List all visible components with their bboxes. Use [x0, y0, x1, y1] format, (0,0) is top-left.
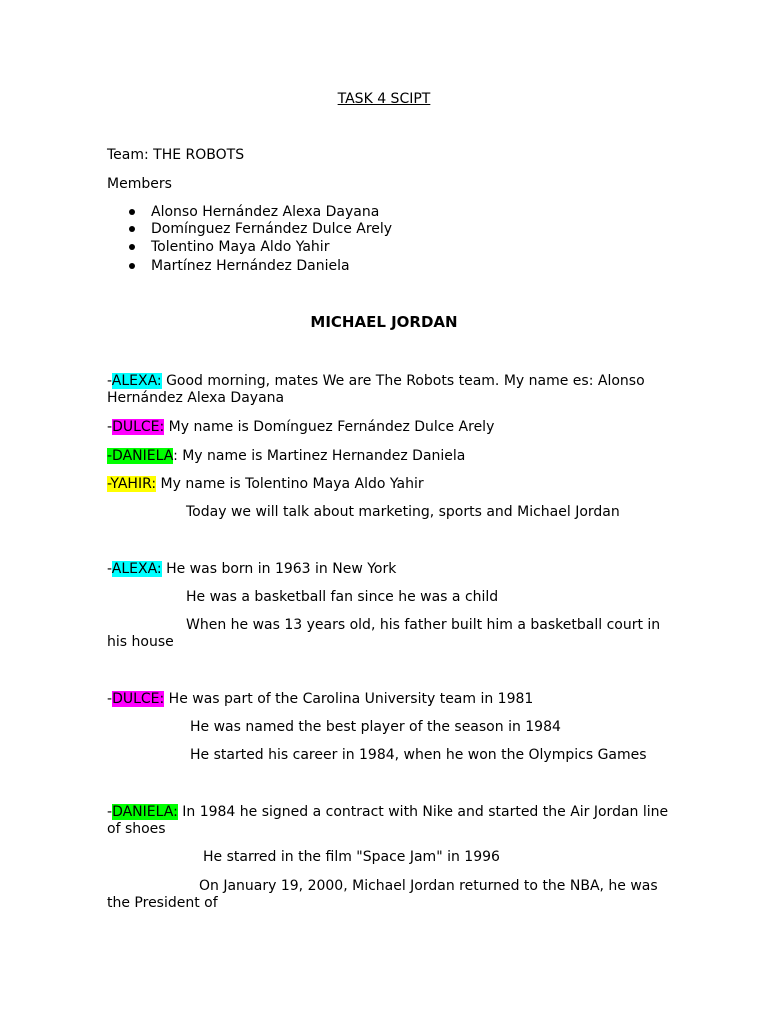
- member-item: Martínez Hernández Daniela: [151, 258, 350, 274]
- document-title: TASK 4 SCIPT: [337, 91, 431, 107]
- dash: -: [107, 804, 113, 820]
- script-line: his house: [107, 634, 174, 650]
- script-line-daniela-intro: [107, 448, 465, 465]
- dash: -: [107, 419, 113, 435]
- dash: -: [107, 373, 112, 389]
- script-line-intro-follow: Today we will talk about marketing, sports and Michael Jordan: [186, 504, 620, 520]
- script-line-yahir-intro: [107, 476, 424, 493]
- script-line-dulce: [107, 691, 533, 708]
- bullet-icon: [129, 209, 135, 215]
- line-text: He was part of the Carolina University team in 1981: [164, 691, 534, 707]
- member-item: Tolentino Maya Aldo Yahir: [151, 239, 330, 255]
- speaker-daniela: -DANIELA: [107, 448, 174, 464]
- speaker-yahir: -YAHIR:: [107, 476, 157, 492]
- bullet-icon: [129, 263, 135, 269]
- line-text: My name is Domínguez Fernández Dulce Arely: [164, 419, 495, 435]
- script-line: He started his career in 1984, when he won the Olympics Games: [190, 747, 647, 763]
- script-line-alexa: [107, 561, 396, 578]
- script-line-daniela: [107, 804, 668, 821]
- script-line: He was named the best player of the season in 1984: [190, 719, 561, 735]
- speaker-alexa: ALEXA:: [111, 561, 162, 577]
- script-line: When he was 13 years old, his father built him a basketball court in: [186, 617, 661, 633]
- script-line: He was a basketball fan since he was a child: [186, 589, 499, 605]
- script-line-alexa-intro: [107, 373, 667, 407]
- script-line: He starred in the film "Space Jam" in 1996: [203, 849, 500, 865]
- section-heading: MICHAEL JORDAN: [310, 313, 458, 331]
- team-line: Team: THE ROBOTS: [107, 147, 245, 163]
- line-text: My name is Tolentino Maya Aldo Yahir: [156, 476, 424, 492]
- dash: -: [107, 691, 113, 707]
- bullet-icon: [129, 244, 135, 250]
- line-text: In 1984 he signed a contract with Nike and started the Air Jordan line: [177, 804, 669, 820]
- line-text: : My name is Martinez Hernandez Daniela: [173, 448, 466, 464]
- bullet-icon: [129, 226, 135, 232]
- members-label: Members: [107, 176, 172, 192]
- member-item: Alonso Hernández Alexa Dayana: [151, 204, 380, 220]
- speaker-alexa: ALEXA:: [111, 373, 162, 389]
- script-line: of shoes: [107, 821, 166, 837]
- line-text: Good morning, mates We are The Robots team. My name es: Alonso Hernández Alexa Dayana: [107, 373, 645, 406]
- speaker-dulce: DULCE:: [112, 691, 165, 707]
- dash: -: [107, 561, 112, 577]
- member-item: Domínguez Fernández Dulce Arely: [151, 221, 393, 237]
- script-line: the President of: [107, 895, 218, 911]
- speaker-dulce: DULCE:: [112, 419, 165, 435]
- line-text: He was born in 1963 in New York: [161, 561, 397, 577]
- speaker-daniela: DANIELA:: [112, 804, 178, 820]
- script-line-dulce-intro: [107, 419, 494, 436]
- script-line: On January 19, 2000, Michael Jordan returned to the NBA, he was: [199, 878, 658, 894]
